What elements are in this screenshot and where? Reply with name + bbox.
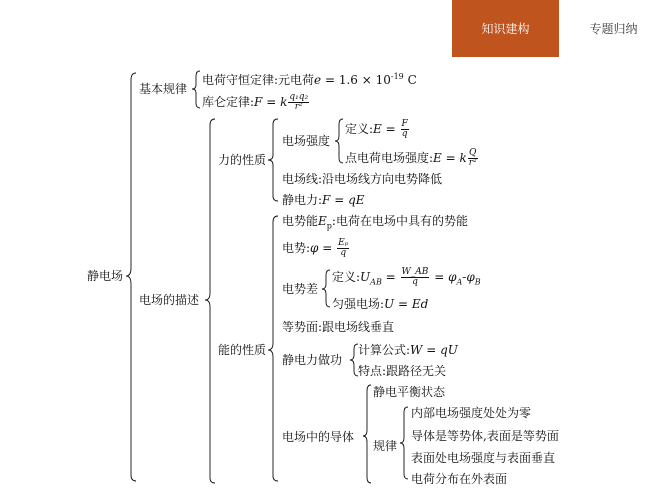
node-uniform-field: 匀强电场:U = Ed <box>332 297 429 311</box>
rule-item: 导体是等势体,表面是等势面 <box>411 429 559 443</box>
node-field-description: 电场的描述 <box>139 293 200 307</box>
node-field-strength-definition: 定义:E = $\frac{F}{q}$ <box>345 119 408 139</box>
node-field-lines: 电场线:沿电场线方向电势降低 <box>282 172 443 186</box>
node-potential-energy: 电势能$E_p$:电荷在电场中具有的势能 <box>282 214 468 231</box>
node-point-charge-field: 点电荷电场强度:E = k $\frac{Q}{\text{r²}}$ <box>345 148 477 168</box>
node-potential-difference-definition: 定义$:U_{AB}$ = $\frac{W\_AB}{q}$ = $\varphi_A-\varphi_B$ <box>332 267 481 287</box>
node-electrostatic-equilibrium: 静电平衡状态 <box>373 385 446 399</box>
brace-field-strength <box>335 119 343 163</box>
node-force-properties: 力的性质 <box>218 153 267 167</box>
node-field-strength: 电场强度 <box>282 134 331 148</box>
brace-basic-laws <box>192 71 200 108</box>
brace-force-properties <box>268 119 278 201</box>
node-work-feature: 特点:跟路径无关 <box>358 364 447 378</box>
brace-energy-properties <box>268 216 278 481</box>
node-conductor-in-field: 电场中的导体 <box>282 430 355 444</box>
brace-electric-work <box>350 344 358 376</box>
rule-item: 表面处电场强度与表面垂直 <box>411 451 556 465</box>
node-electrostatic-force: 静电力:F = qE <box>282 193 365 207</box>
node-coulomb-law: 库仑定律:F = k $\frac{\text{q₁q₂}}{\text{r²}}$ <box>202 92 309 112</box>
node-electric-work: 静电力做功 <box>282 353 343 367</box>
node-work-formula: 计算公式:W = qU <box>358 343 458 357</box>
tab-knowledge-construction[interactable]: 知识建构 <box>452 0 559 57</box>
node-basic-laws: 基本规律 <box>139 82 188 96</box>
rule-item: 内部电场强度处处为零 <box>411 406 532 420</box>
node-rules: 规律 <box>373 439 398 453</box>
tab-topic-summary[interactable]: 专题归纳 <box>589 22 638 36</box>
node-energy-properties: 能的性质 <box>218 343 267 357</box>
node-potential-difference: 电势差 <box>282 282 319 296</box>
rule-item: 电荷分布在外表面 <box>411 472 508 486</box>
brace-rules <box>400 407 408 479</box>
brace-conductor <box>363 385 371 483</box>
brace-root <box>126 73 136 481</box>
root-electrostatic-field: 静电场 <box>87 269 124 283</box>
node-electric-potential: 电势:φ = $\frac{\text{Eₚ}}{q}$ <box>282 238 349 258</box>
brace-potential-difference <box>322 270 330 307</box>
node-charge-conservation: 电荷守恒定律:元电荷$e = 1.6 \times 10^{-19}$ C <box>202 72 417 87</box>
node-equipotential-surface: 等势面:跟电场线垂直 <box>282 320 395 334</box>
brace-field-description <box>205 119 215 483</box>
